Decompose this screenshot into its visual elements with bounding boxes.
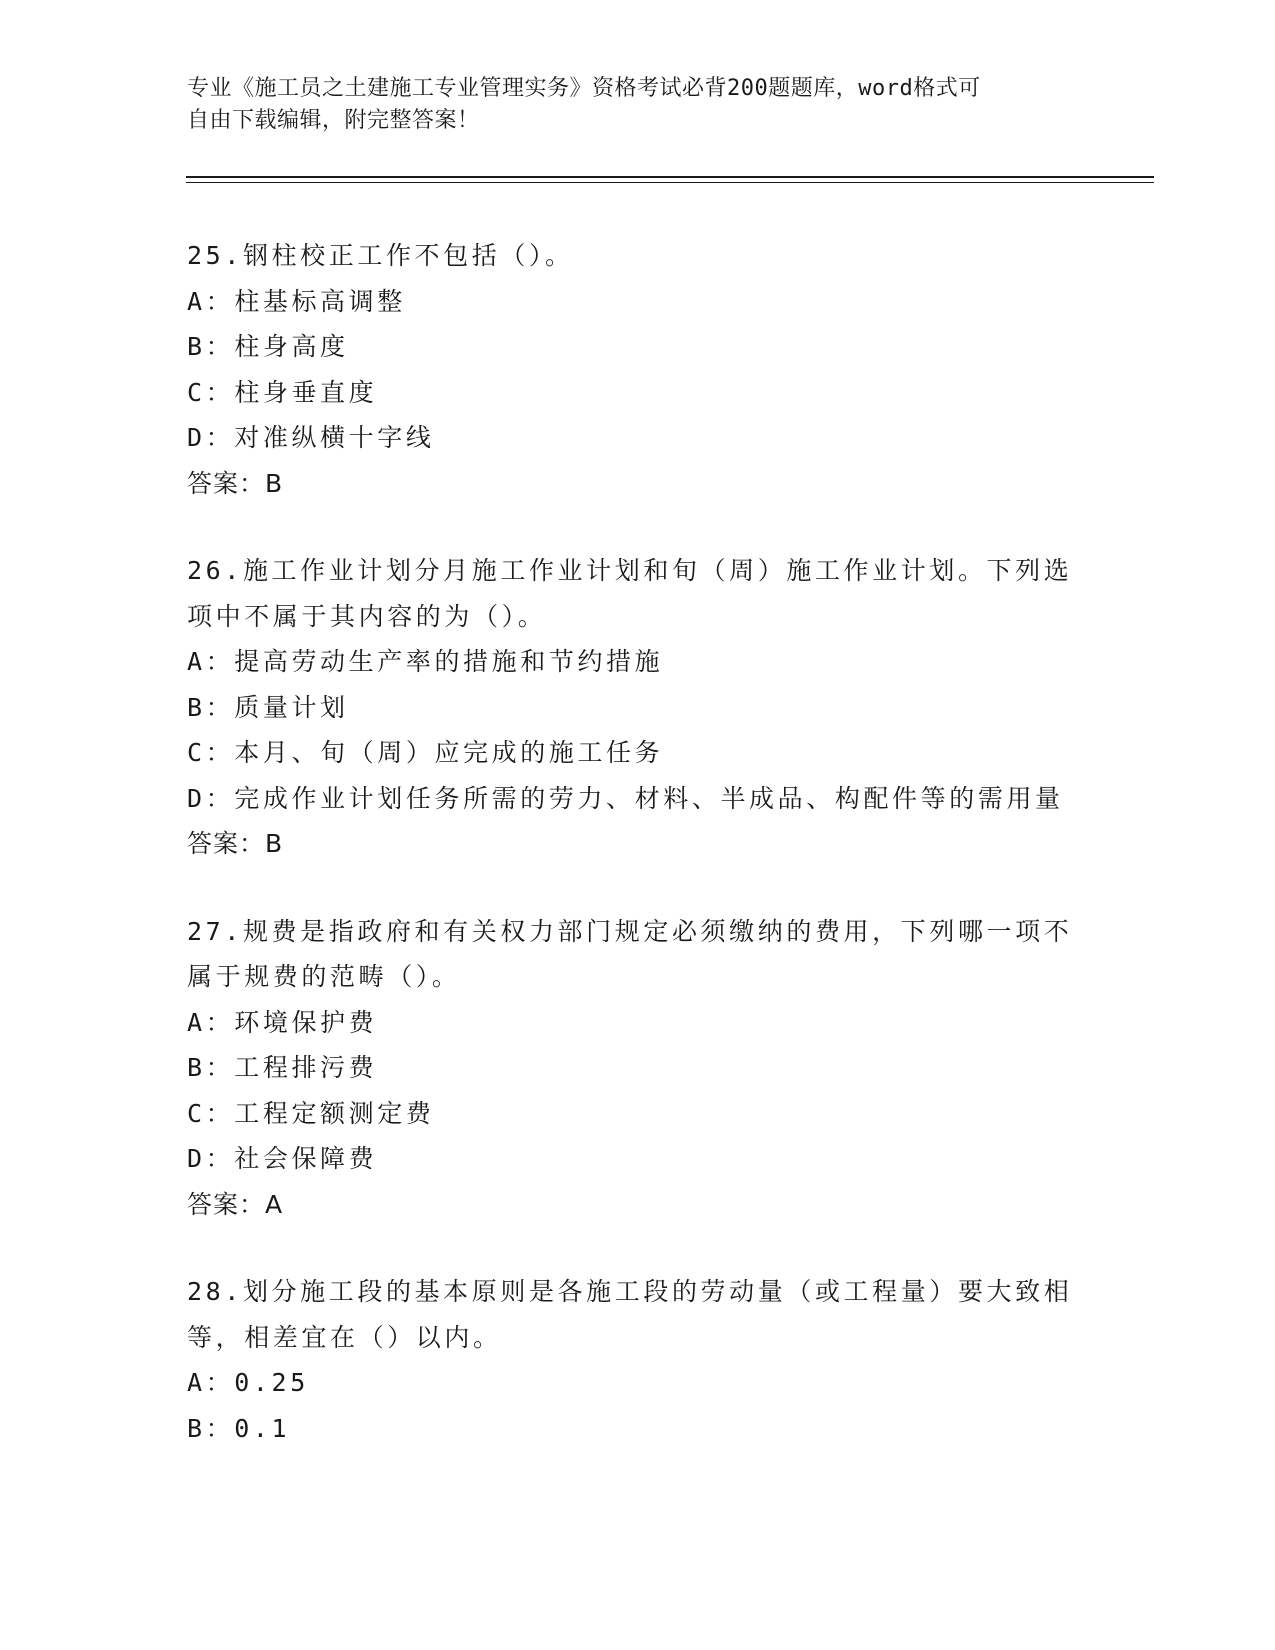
question-stem-continued: 等，相差宜在（）以内。 [187, 1322, 502, 1352]
option-a: A：环境保护费 [187, 1007, 378, 1037]
option-b: B：柱身高度 [187, 332, 349, 361]
answer-label: 答案：B [187, 468, 284, 498]
answer-label: 答案：A [187, 1189, 284, 1219]
question-25 [187, 233, 1087, 506]
question-27 [187, 909, 1087, 1228]
question-stem: 27.规费是指政府和有关权力部门规定必须缴纳的费用，下列哪一项不 [187, 916, 1073, 946]
option-a: A：0.25 [187, 1368, 309, 1397]
header-line-1: 专业《施工员之土建施工专业管理实务》资格考试必背200题题库，word格式可 [187, 76, 981, 101]
option-b: B：工程排污费 [187, 1053, 378, 1082]
option-a: A：提高劳动生产率的措施和节约措施 [187, 647, 664, 676]
question-stem-continued: 属于规费的范畴（）。 [187, 962, 461, 991]
option-b: B：0.1 [187, 1413, 291, 1443]
header-line-2: 自由下载编辑，附完整答案！ [187, 108, 480, 133]
header-divider-thin [186, 182, 1154, 183]
document-header [187, 73, 1067, 137]
option-c: C：工程定额测定费 [187, 1098, 435, 1128]
question-stem: 26.施工作业计划分月施工作业计划和旬（周）施工作业计划。下列选 [187, 556, 1073, 585]
option-d: D：对准纵横十字线 [187, 423, 435, 452]
question-stem: 28.划分施工段的基本原则是各施工段的劳动量（或工程量）要大致相 [187, 1277, 1073, 1306]
option-d: D：社会保障费 [187, 1144, 378, 1173]
answer-label: 答案：B [187, 829, 284, 858]
question-list [187, 233, 1087, 1493]
option-c: C：本月、旬（周）应完成的施工任务 [187, 738, 664, 767]
question-26 [187, 548, 1087, 867]
header-divider-thick [186, 176, 1154, 178]
question-stem: 25.钢柱校正工作不包括（）。 [187, 241, 574, 270]
option-d: D：完成作业计划任务所需的劳力、材料、半成品、构配件等的需用量 [187, 783, 1064, 813]
option-b: B：质量计划 [187, 692, 349, 722]
question-28 [187, 1269, 1087, 1451]
question-stem-continued: 项中不属于其内容的为（）。 [187, 601, 547, 631]
option-c: C：柱身垂直度 [187, 377, 378, 407]
option-a: A：柱基标高调整 [187, 286, 406, 316]
